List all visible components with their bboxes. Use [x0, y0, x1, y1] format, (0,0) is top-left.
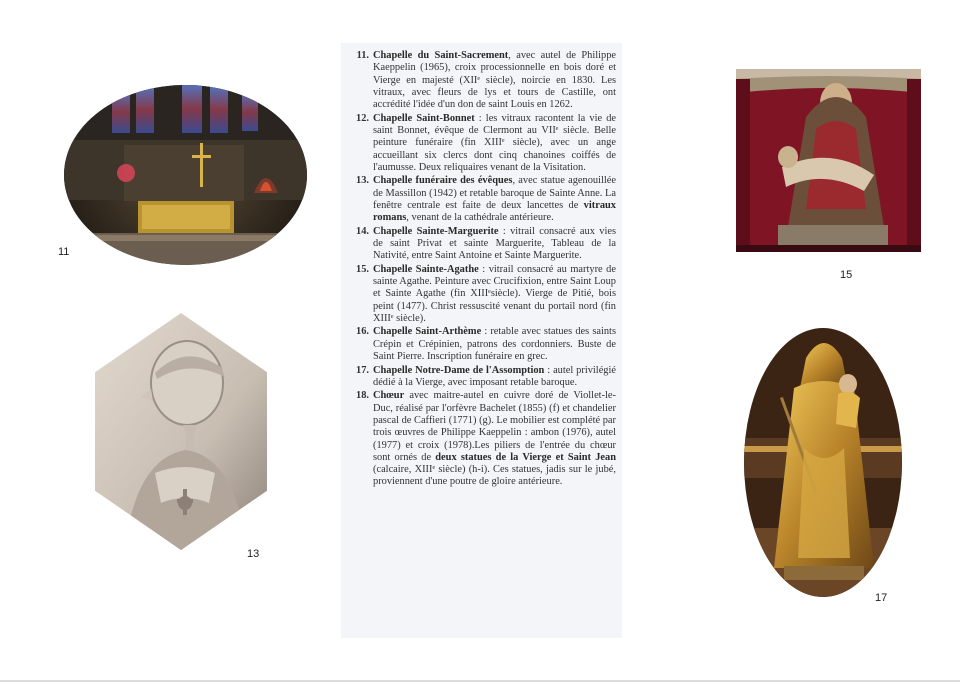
entry-number: 17.: [356, 364, 369, 376]
pieta-image: [736, 69, 921, 252]
caption-11: 11: [58, 246, 70, 258]
caption-15: 15: [840, 269, 853, 281]
chapel-list: [341, 43, 622, 489]
chapel-entry: [345, 326, 616, 363]
entry-title: Chapelle Sainte-Agathe: [373, 263, 479, 275]
entry-text: : autel privilégié dédié à la Vierge, avec imposant retable baroque.: [373, 364, 616, 388]
chapel-entry: [345, 264, 616, 325]
entry-number: 18.: [356, 390, 369, 402]
entry-body: [373, 226, 616, 263]
entry-number: 14.: [356, 225, 369, 237]
entry-text: : vitrail consacré aux vies de saint Privat et sainte Marguerite, Tableau de la Nativité, entre Saint Antoine et Sainte Marguerite.: [373, 225, 617, 262]
entry-text: : retable avec statues des saints Crépin et Crépinien, patrons des cordonniers. Buste de Saint Pierre. Inscription funéraire en grec.: [373, 326, 616, 363]
photo-bishop-relief: [95, 313, 267, 550]
chapel-entry: [345, 390, 616, 488]
entry-number: 15.: [356, 263, 369, 275]
entry-text-continued: (calcaire, XIIIᵉ siècle) (h-i). Ces statues, jadis sur le jubé, proviennent d'une poutre de gloire antérieure.: [373, 464, 616, 488]
entry-text: , avec autel de Philippe Kaeppelin (1965), croix processionnelle en bois doré et Vierge en majesté (XIIᵉ siècle), noircie en 1830. Les vitraux, avec fleurs de lys et tours de Castille, ont accrédité l'idée d'un don de saint Louis en 1262.: [373, 50, 616, 111]
entry-title: Chapelle Saint-Bonnet: [373, 112, 475, 124]
photo-gilded-virgin: [744, 328, 902, 597]
entry-title: Chapelle Notre-Dame de l'Assomption: [373, 364, 545, 376]
entry-body: [373, 365, 616, 390]
chapel-entry: [345, 175, 616, 224]
entry-text: : les vitraux racontent la vie de saint Bonnet, évêque de Clermont au VIIᵉ siècle. Belle peinture funéraire (fin XIIIᵉ siècle), avec un ange accueillant six clercs dont cinq chanoines coiffés de l'aumusse. Deux reliquaires venant de la Visitation.: [373, 112, 616, 173]
chapel-entry: [345, 226, 616, 263]
chapel-interior-image: [64, 85, 307, 265]
marble-relief-image: [95, 313, 267, 550]
entry-title: Chapelle funéraire des évêques: [373, 175, 513, 187]
entry-number: 11.: [356, 50, 369, 61]
chapel-entry: [345, 113, 616, 174]
entry-text: , avec statue agenouillée de Massillon (1942) et retable baroque de Sainte Anne. La fenêtre centrale est faite de deux lancettes de: [373, 175, 616, 211]
entry-text-continued: , venant de la cathédrale antérieure.: [406, 212, 554, 224]
entry-highlight: vitraux romans: [373, 199, 616, 224]
caption-13: 13: [247, 548, 260, 560]
entry-number: 16.: [356, 326, 369, 338]
entry-body: [373, 50, 616, 111]
entry-title: Chapelle Saint-Arthème: [373, 326, 482, 338]
entry-body: [373, 175, 616, 224]
chapel-entry: [345, 365, 616, 390]
entry-text: avec maitre-autel en cuivre doré de Viollet-le-Duc, réalisé par l'orfèvre Bachelet (1855) (f) et chandelier pascal de Caffieri (1771) (g). Le mobilier est complété par trois œuvres de Philippe Kaeppelin : ambon (1976), autel (1977) et croix (1978).Les piliers de l'entrée du chœur sont ornés de: [373, 390, 616, 463]
photo-chapel-saint-sacrement: [64, 85, 307, 265]
gilded-statue-image: [744, 328, 902, 597]
entry-body: [373, 113, 616, 174]
entry-number: 12.: [356, 112, 369, 124]
entry-text: : vitrail consacré au martyre de sainte Agathe. Peinture avec Crucifixion, entre Saint Loup et Sainte Agathe (fin XIIIᵉsiècle). Vierge de Pitié, bois peint (1477). Christ ressuscité venant du portail nord (fin XIIIᵉ siècle).: [373, 263, 616, 324]
caption-17: 17: [875, 592, 888, 604]
entry-body: [373, 390, 616, 488]
chapel-entry: [345, 50, 616, 111]
entry-title: Chapelle Sainte-Marguerite: [373, 225, 499, 237]
chapel-descriptions-panel: [341, 43, 622, 638]
entry-title: Chapelle du Saint-Sacrement: [373, 50, 509, 61]
entry-number: 13.: [356, 175, 369, 187]
entry-body: [373, 264, 616, 325]
entry-highlight: deux statues de la Vierge et Saint Jean: [435, 451, 616, 463]
photo-pieta: [736, 69, 921, 252]
entry-title: Chœur: [373, 390, 405, 402]
entry-body: [373, 326, 616, 363]
